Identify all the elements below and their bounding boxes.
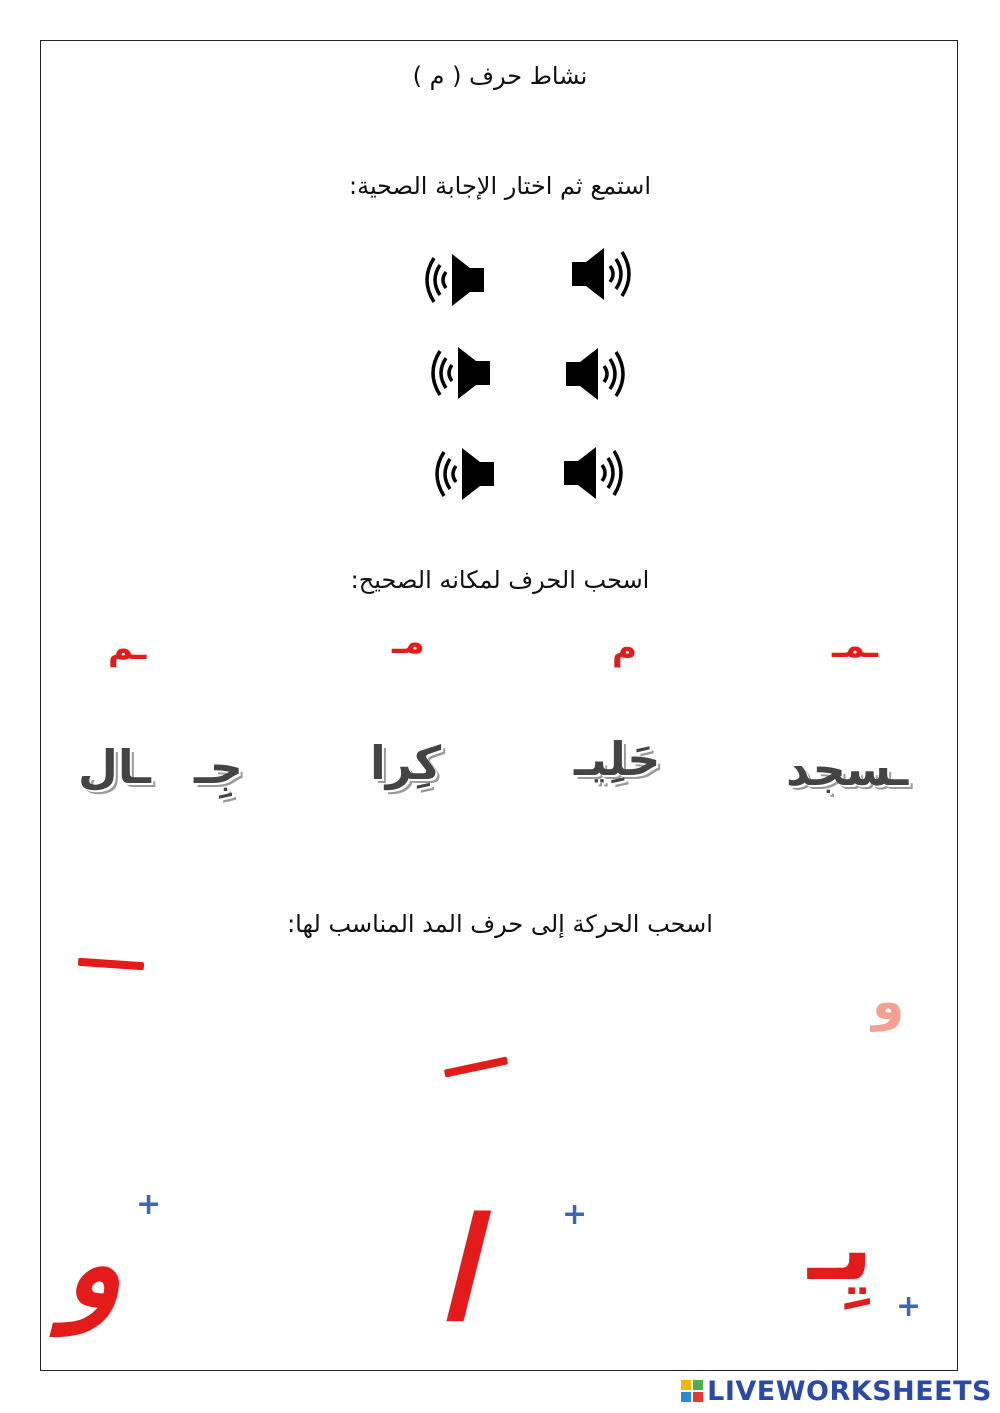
word-drop-target[interactable]: ـسجد [786, 742, 909, 796]
speaker-row2-right[interactable] [562, 344, 632, 404]
plus-icon[interactable]: + [896, 1289, 922, 1324]
worksheet-frame [40, 40, 958, 1371]
drag-letter-heading: اسحب الحرف لمكانه الصحيح: [350, 566, 650, 594]
word-drop-target[interactable]: جِـ [194, 740, 243, 794]
speaker-icon [568, 244, 638, 304]
speaker-icon [418, 250, 488, 310]
speaker-row3-left[interactable] [428, 444, 498, 504]
brand-text: LIVEWORKSHEETS [707, 1376, 992, 1407]
vowel-letter-alif[interactable]: ا [436, 1190, 475, 1353]
speaker-icon [560, 443, 630, 503]
letter-form-final[interactable]: ـم [108, 628, 147, 668]
speaker-row3-right[interactable] [560, 443, 630, 503]
speaker-row2-left[interactable] [424, 343, 494, 403]
word-drop-target[interactable]: ـال [78, 740, 151, 794]
listen-heading: استمع ثم اختار الإجابة الصحية: [348, 172, 651, 200]
vowel-letter-yaa[interactable]: يِـ [808, 1196, 873, 1301]
speaker-icon [428, 444, 498, 504]
damma-mark[interactable]: و [872, 972, 905, 1032]
word-drop-target[interactable]: حَلِيـ [574, 732, 661, 786]
liveworksheets-logo[interactable] [681, 1376, 992, 1407]
word-drop-target[interactable]: كِرا [370, 736, 442, 790]
letter-form-medial[interactable]: ـمـ [832, 626, 879, 666]
drag-vowel-heading: اسحب الحركة إلى حرف المد المناسب لها: [287, 910, 713, 938]
plus-icon[interactable]: + [136, 1187, 162, 1222]
plus-icon[interactable]: + [562, 1197, 588, 1232]
speaker-row1-right[interactable] [568, 244, 638, 304]
speaker-icon [562, 344, 632, 404]
speaker-icon [424, 343, 494, 403]
logo-icon [681, 1380, 703, 1402]
speaker-row1-left[interactable] [418, 250, 488, 310]
worksheet-title: نشاط حرف ( م ) [412, 62, 588, 90]
letter-form-isolated[interactable]: م [612, 628, 637, 668]
letter-form-initial[interactable]: مـ [392, 622, 425, 662]
vowel-letter-waw[interactable]: و [64, 1196, 122, 1335]
